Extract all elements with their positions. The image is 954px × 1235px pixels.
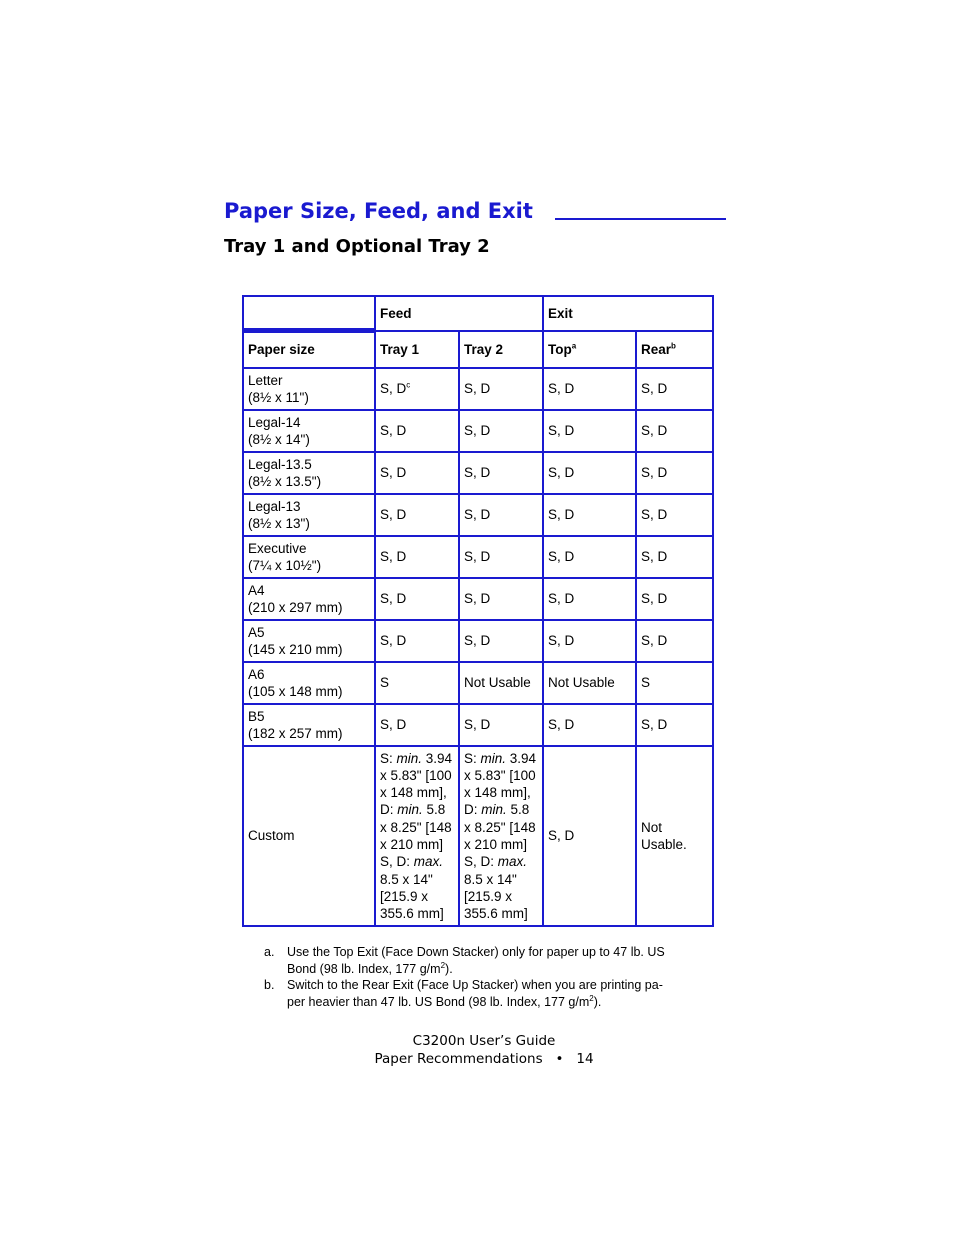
paper-size-cell	[243, 494, 375, 536]
title-rule	[555, 218, 726, 220]
paper-dimensions: (182 x 257 mm)	[248, 726, 343, 741]
top-exit-cell: S, D	[543, 494, 636, 536]
page-footer	[354, 1032, 614, 1068]
table-row	[243, 494, 713, 536]
rear-exit-cell: S, D	[636, 494, 713, 536]
paper-dimensions: (8½ x 13")	[248, 516, 310, 531]
rear-exit-cell: S, D	[636, 578, 713, 620]
footnote-line: per heavier than 47 lb. US Bond (98 lb. Index, 177 g/m	[287, 994, 590, 1009]
table-row	[243, 536, 713, 578]
footnote-ref-c: c	[406, 380, 411, 390]
top-exit-cell: S, D	[543, 746, 636, 926]
paper-size-cell	[243, 452, 375, 494]
table-row	[243, 704, 713, 746]
tray1-cell: S, $D^c$	[375, 368, 459, 410]
paper-name: A5	[248, 624, 265, 640]
paper-name: B5	[248, 708, 265, 724]
tray1-cell: S, D	[375, 494, 459, 536]
paper-dimensions: (8½ x 14")	[248, 432, 310, 447]
paper-name: Letter	[248, 372, 283, 388]
paper-name: Legal-13.5	[248, 456, 312, 472]
rear-exit-cell: S, D	[636, 620, 713, 662]
tray1-cell: S, D	[375, 452, 459, 494]
paper-name: Legal-13	[248, 498, 301, 514]
tray2-cell: S, D	[459, 494, 543, 536]
footnote-mark: a.	[264, 945, 275, 959]
paper-dimensions: (8½ x 11")	[248, 390, 309, 405]
top-exit-cell: S, D	[543, 578, 636, 620]
paper-dimensions: (105 x 148 mm)	[248, 684, 343, 699]
footnote-mark: b.	[264, 978, 275, 992]
tray1-cell: S: min. 3.94 x 5.83" [100 x 148 mm], D: min. 5.8 x 8.25" [148 x 210 mm] S, D: max. 8.5 x 14" [215.9 x 355.6 mm]	[375, 746, 459, 926]
tray1-cell: S, D	[375, 410, 459, 452]
tray2-cell: S, D	[459, 620, 543, 662]
paper-size-table	[242, 295, 714, 927]
footnote-line: Switch to the Rear Exit (Face Up Stacker) when you are printing pa-	[287, 978, 663, 992]
footnote-line: Use the Top Exit (Face Down Stacker) only for paper up to 47 lb. US	[287, 945, 665, 959]
table-row	[243, 410, 713, 452]
paper-size-cell	[243, 578, 375, 620]
section-name: Paper Recommendations	[374, 1051, 543, 1067]
rear-exit-cell: S, D	[636, 452, 713, 494]
paper-dimensions: (145 x 210 mm)	[248, 642, 343, 657]
footnote-ref-b: b	[671, 341, 676, 351]
footnotes	[264, 944, 704, 1010]
page-title: Paper Size, Feed, and Exit	[224, 199, 533, 223]
paper-size-cell	[243, 662, 375, 704]
rear-exit-cell: S	[636, 662, 713, 704]
footnote-b: b. Switch to the Rear Exit (Face Up Stacker) when you are printing pa- per heavier than 47 lb. US Bond (98 lb. Index, 177 $g/m^2$).	[264, 978, 663, 1009]
top-exit-cell: S, D	[543, 368, 636, 410]
tray2-header: Tray 2	[459, 331, 543, 369]
guide-title: C3200n User’s Guide	[412, 1033, 556, 1049]
paper-dimensions: (8½ x 13.5")	[248, 474, 322, 489]
top-exit-cell: S, D	[543, 620, 636, 662]
feed-group-header: Feed	[375, 296, 543, 331]
top-exit-cell: S, D	[543, 536, 636, 578]
paper-size-cell	[243, 536, 375, 578]
paper-dimensions: (7¼ x 10½")	[248, 558, 322, 573]
rear-exit-cell: Not Usable.	[636, 746, 713, 926]
group-header-row	[243, 296, 713, 331]
footnote-ref-a: a	[571, 341, 577, 351]
top-exit-cell: S, D	[543, 704, 636, 746]
exit-group-header: Exit	[543, 296, 713, 331]
tray1-header: Tray 1	[375, 331, 459, 369]
footnote-a: a. Use the Top Exit (Face Down Stacker) only for paper up to 47 lb. US Bond (98 lb. Index, 177 $g/m^2$).	[264, 945, 665, 976]
paper-size-cell	[243, 704, 375, 746]
tray2-cell: Not Usable	[459, 662, 543, 704]
tray2-cell: S, D	[459, 536, 543, 578]
paper-name: Legal-14	[248, 414, 301, 430]
paper-dimensions: (210 x 297 mm)	[248, 600, 343, 615]
footer-section-line	[354, 1050, 614, 1068]
paper-size-cell: Custom	[243, 746, 375, 926]
paper-size-header: Paper size	[243, 331, 375, 369]
paper-name: A6	[248, 666, 265, 682]
bullet-separator: •	[555, 1051, 564, 1067]
rear-exit-cell: S, D	[636, 368, 713, 410]
top-exit-cell: S, D	[543, 410, 636, 452]
tray1-cell: S, D	[375, 704, 459, 746]
rear-exit-cell: S, D	[636, 704, 713, 746]
tray2-cell: S, D	[459, 704, 543, 746]
tray2-cell: S, D	[459, 410, 543, 452]
paper-size-cell	[243, 368, 375, 410]
tray2-cell: S, D	[459, 578, 543, 620]
top-exit-cell: S, D	[543, 452, 636, 494]
rear-exit-cell: S, D	[636, 410, 713, 452]
paper-name: Executive	[248, 540, 307, 556]
column-header-row	[243, 331, 713, 369]
top-exit-cell: Not Usable	[543, 662, 636, 704]
tray2-cell: S, D	[459, 368, 543, 410]
footnote-line: Bond (98 lb. Index, 177 g/m	[287, 961, 441, 976]
rear-exit-header: Rear$^b$	[636, 331, 713, 369]
top-exit-header: Top$^a$	[543, 331, 636, 369]
tray1-cell: S, D	[375, 578, 459, 620]
tray1-cell: S, D	[375, 536, 459, 578]
section-subtitle: Tray 1 and Optional Tray 2	[224, 236, 490, 257]
blank-header-cell	[243, 296, 375, 331]
table-row-custom	[243, 746, 713, 926]
tray2-cell: S: min. 3.94 x 5.83" [100 x 148 mm], D: min. 5.8 x 8.25" [148 x 210 mm] S, D: max. 8.5 x 14" [215.9 x 355.6 mm]	[459, 746, 543, 926]
rear-exit-cell: S, D	[636, 536, 713, 578]
tray2-cell: S, D	[459, 452, 543, 494]
page-number: 14	[576, 1051, 594, 1067]
paper-size-cell	[243, 620, 375, 662]
table-row	[243, 452, 713, 494]
table-row	[243, 578, 713, 620]
table-row	[243, 662, 713, 704]
table-row	[243, 620, 713, 662]
table-row	[243, 368, 713, 410]
paper-name: A4	[248, 582, 265, 598]
tray1-cell: S, D	[375, 620, 459, 662]
tray1-cell: S	[375, 662, 459, 704]
paper-size-cell	[243, 410, 375, 452]
